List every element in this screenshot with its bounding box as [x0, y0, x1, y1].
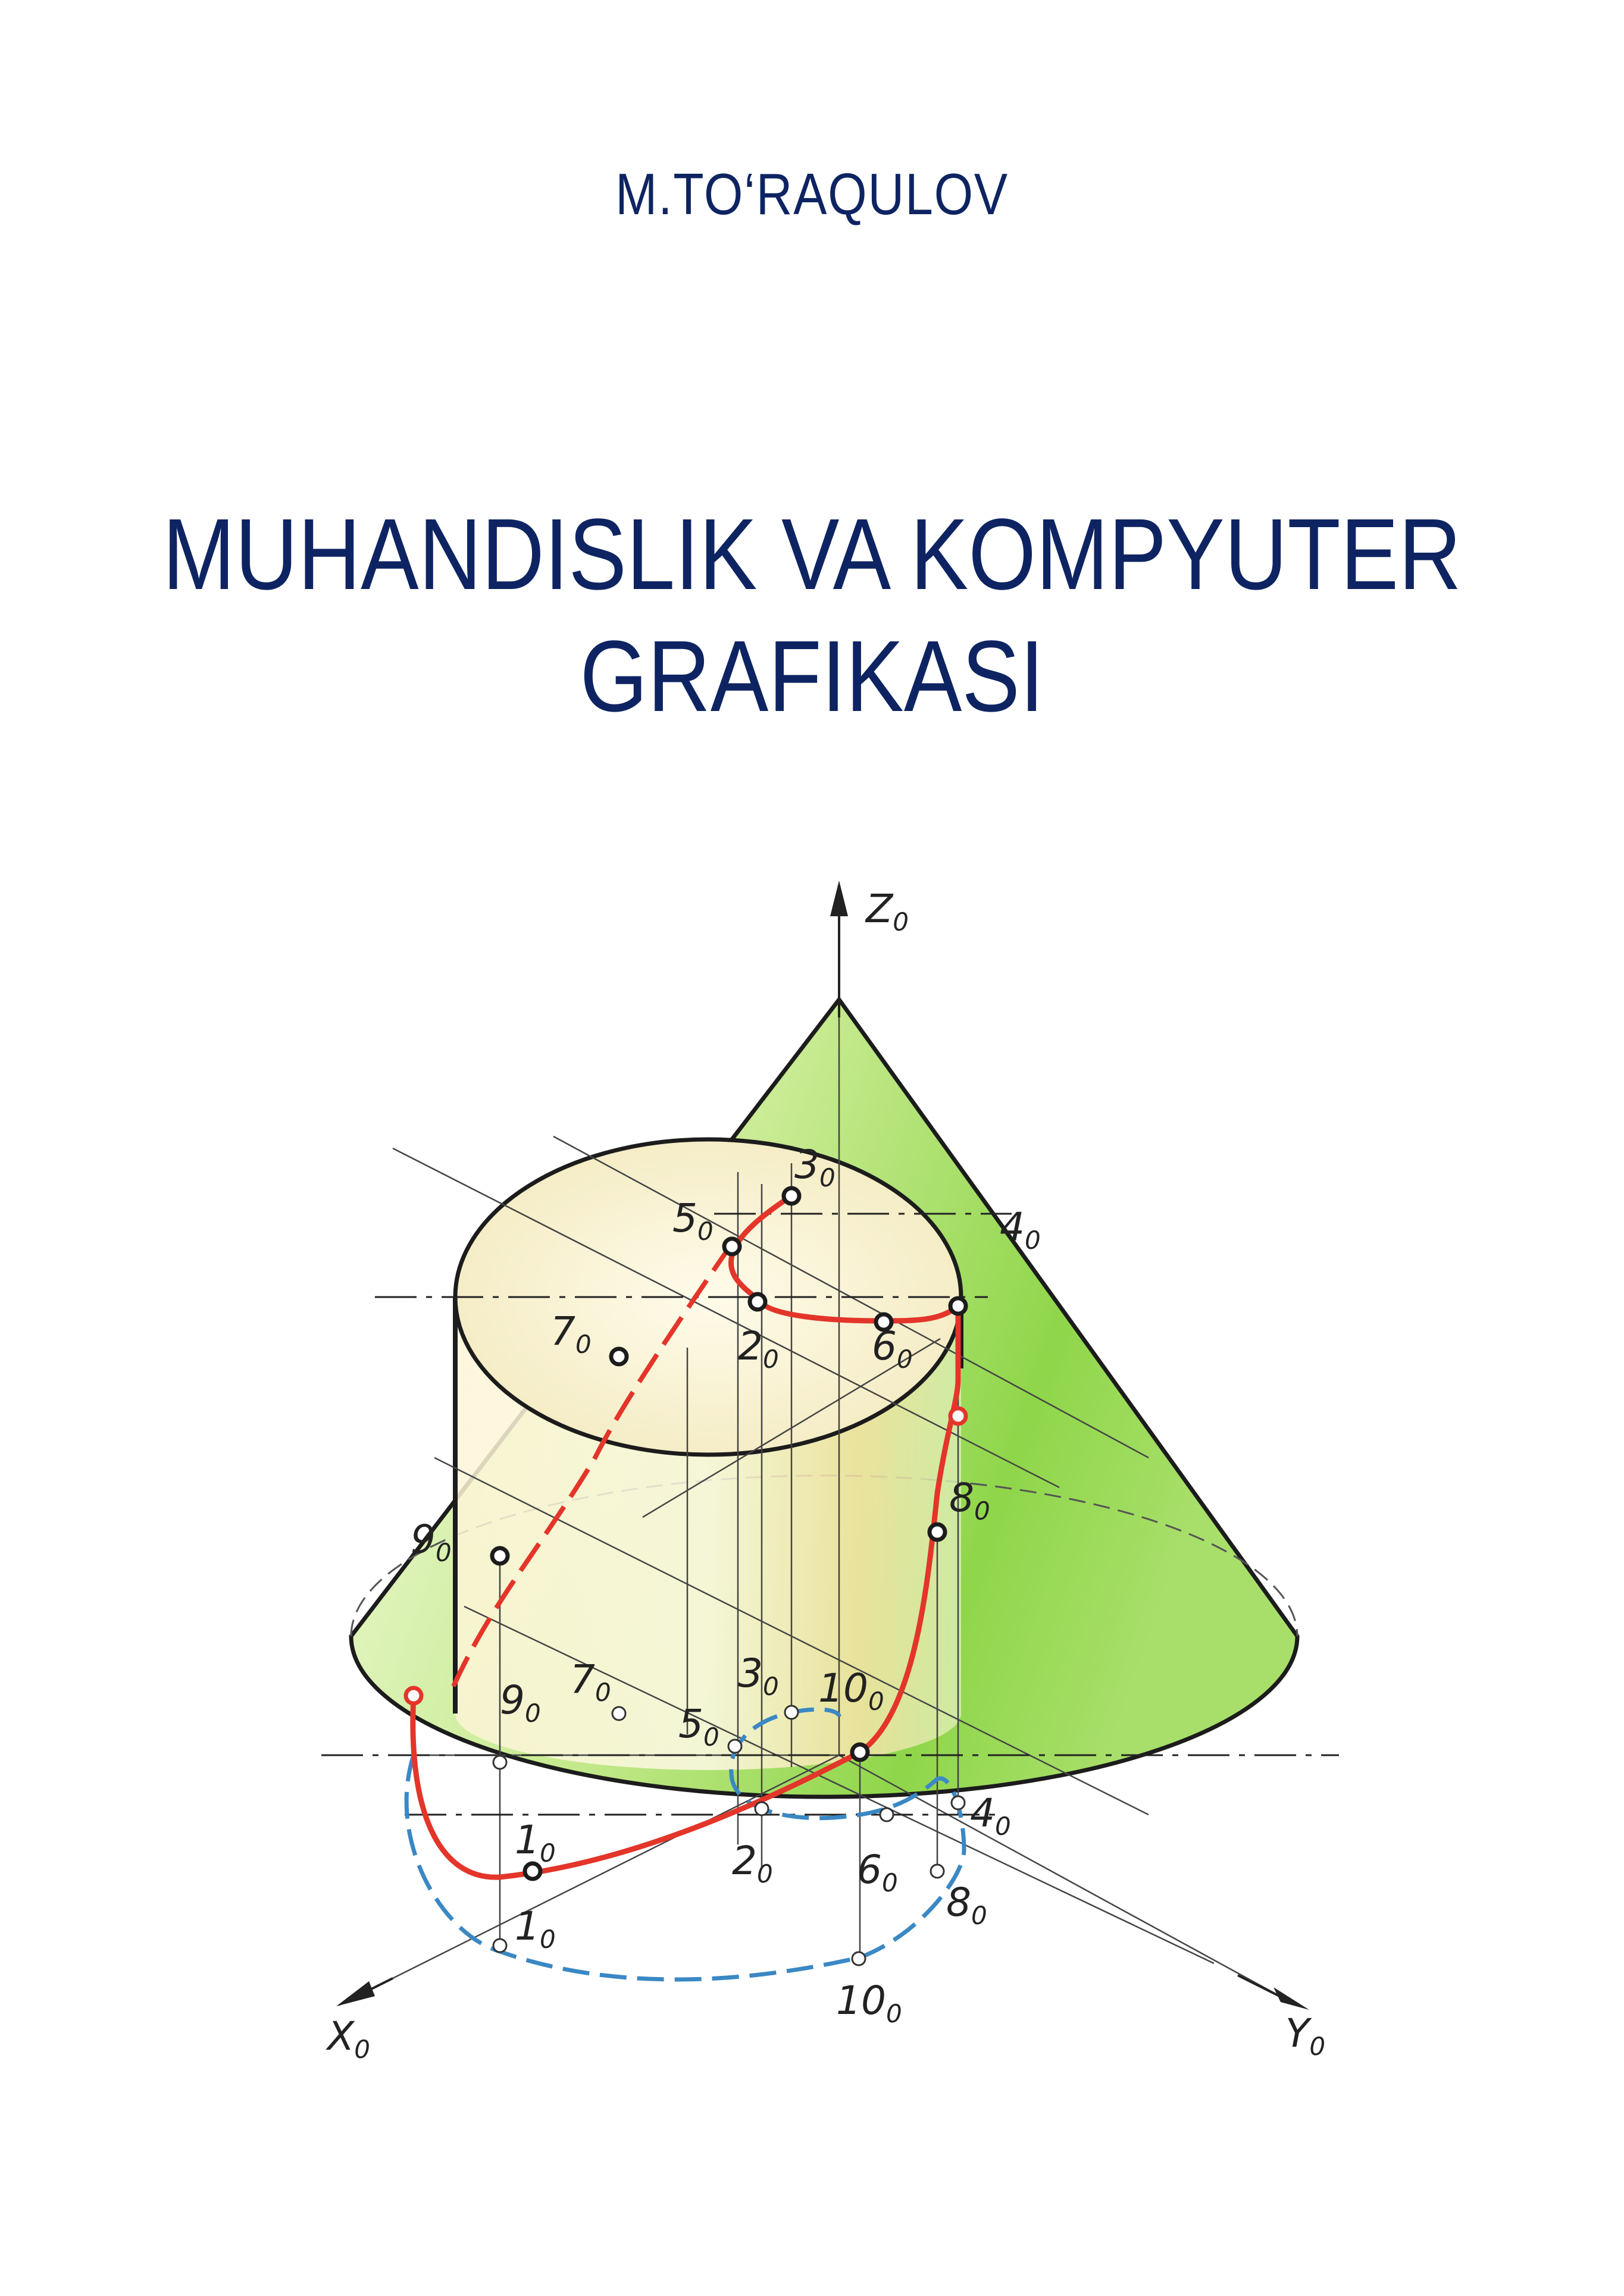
point-9-label: $9_0$ — [411, 1517, 452, 1567]
point-2-label: $2_0$ — [738, 1323, 779, 1374]
point-3-label: $3_0$ — [794, 1142, 836, 1192]
projection-8-label: $8_0$ — [946, 1880, 987, 1930]
projection-3-label: $3_0$ — [738, 1650, 779, 1701]
axis-x-label: $X_0$ — [327, 2013, 370, 2064]
projection-4-label: $4_0$ — [970, 1790, 1011, 1841]
axis-y-label: $Y_0$ — [1285, 2010, 1326, 2061]
point-6-label: $6_0$ — [872, 1323, 913, 1374]
author-name: M.TO‘RAQULOV — [615, 161, 1009, 227]
projection-5-label: $5_0$ — [678, 1701, 719, 1752]
projection-2-label: $2_0$ — [732, 1838, 773, 1888]
point-1-label: $1_0$ — [515, 1817, 556, 1868]
point-5-label: $5_0$ — [672, 1195, 714, 1246]
book-title-line-2: GRAFIKASI — [580, 620, 1044, 733]
book-title — [114, 494, 1510, 738]
projection-6-label: $6_0$ — [857, 1847, 898, 1897]
point-7-label: $7_0$ — [550, 1308, 592, 1359]
projection-1-label: $1_0$ — [515, 1903, 556, 1954]
point-8-label: $8_0$ — [949, 1475, 990, 1526]
projection-10-label: $10_0$ — [836, 1978, 902, 2028]
book-title-line-1: MUHANDISLIK VA KOMPYUTER — [162, 498, 1462, 611]
projection-9-label: $9_0$ — [500, 1677, 541, 1728]
cover-illustration — [286, 863, 1369, 2065]
projection-7-label: $7_0$ — [570, 1656, 611, 1707]
axis-z-label: $Z_0$ — [866, 886, 909, 936]
point-4-label: $4_0$ — [1000, 1204, 1041, 1255]
point-10-label: $10_0$ — [818, 1665, 884, 1716]
